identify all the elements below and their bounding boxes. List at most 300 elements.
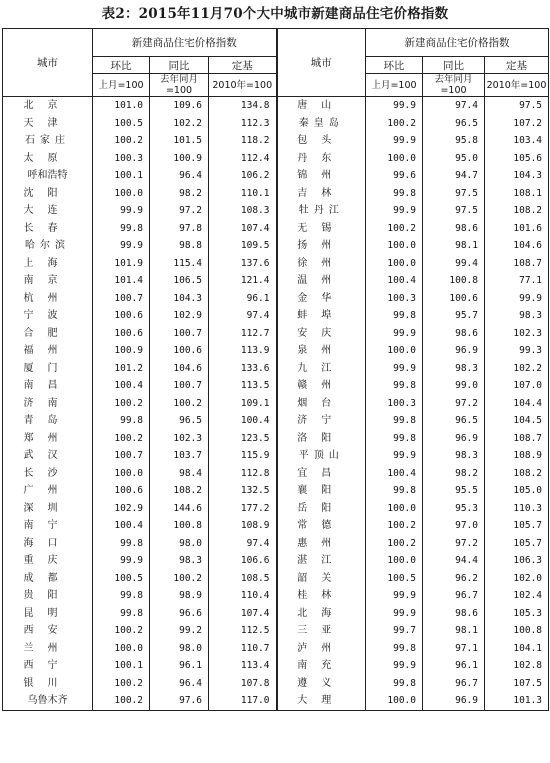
right-city-cell: 襄阳 xyxy=(277,482,366,500)
index-group-header-right: 新建商品住宅价格指数 xyxy=(366,29,549,57)
left-city-cell: 石家庄 xyxy=(3,132,93,150)
right-city-cell: 岳阳 xyxy=(277,500,366,518)
left-city-cell: 西安 xyxy=(3,622,93,640)
right-city-cell: 大理 xyxy=(277,692,366,710)
right-yoy-cell: 100.6 xyxy=(423,290,485,308)
right-mom-cell: 100.2 xyxy=(366,115,423,133)
yoy-base-left xyxy=(150,74,209,97)
right-fixed-cell: 102.8 xyxy=(485,657,549,675)
right-mom-cell: 99.7 xyxy=(366,622,423,640)
left-fixed-cell: 110.7 xyxy=(209,640,277,658)
right-yoy-cell: 97.2 xyxy=(423,535,485,553)
left-city-cell: 广州 xyxy=(3,482,93,500)
left-mom-cell: 101.2 xyxy=(93,360,150,378)
left-city-cell: 太原 xyxy=(3,150,93,168)
left-yoy-cell: 98.4 xyxy=(150,465,209,483)
left-yoy-cell: 104.6 xyxy=(150,360,209,378)
left-city-cell: 乌鲁木齐 xyxy=(3,692,93,710)
right-mom-cell: 100.0 xyxy=(366,552,423,570)
table-row xyxy=(3,307,549,325)
right-mom-cell: 99.9 xyxy=(366,360,423,378)
left-mom-cell: 100.4 xyxy=(93,377,150,395)
left-city-cell: 合肥 xyxy=(3,325,93,343)
left-fixed-cell: 115.9 xyxy=(209,447,277,465)
left-yoy-cell: 102.2 xyxy=(150,115,209,133)
left-mom-cell: 100.3 xyxy=(93,150,150,168)
right-city-cell: 遵义 xyxy=(277,675,366,693)
table-row xyxy=(3,325,549,343)
right-yoy-cell: 96.1 xyxy=(423,657,485,675)
left-fixed-cell: 121.4 xyxy=(209,272,277,290)
table-row xyxy=(3,430,549,448)
left-yoy-cell: 101.5 xyxy=(150,132,209,150)
right-fixed-cell: 97.5 xyxy=(485,97,549,115)
left-fixed-cell: 113.9 xyxy=(209,342,277,360)
left-mom-cell: 100.2 xyxy=(93,132,150,150)
right-mom-cell: 99.9 xyxy=(366,587,423,605)
right-city-cell: 牡丹江 xyxy=(277,202,366,220)
city-column-header-right: 城市 xyxy=(277,29,366,97)
left-yoy-cell: 96.1 xyxy=(150,657,209,675)
table-row xyxy=(3,657,549,675)
left-yoy-cell: 108.2 xyxy=(150,482,209,500)
right-yoy-cell: 97.0 xyxy=(423,517,485,535)
left-mom-cell: 100.7 xyxy=(93,290,150,308)
right-city-cell: 包头 xyxy=(277,132,366,150)
right-mom-cell: 99.8 xyxy=(366,675,423,693)
left-yoy-cell: 96.4 xyxy=(150,675,209,693)
right-city-cell: 金华 xyxy=(277,290,366,308)
right-city-cell: 温州 xyxy=(277,272,366,290)
left-city-cell: 长春 xyxy=(3,220,93,238)
left-city-cell: 杭州 xyxy=(3,290,93,308)
table-row xyxy=(3,570,549,588)
left-yoy-cell: 104.3 xyxy=(150,290,209,308)
right-city-cell: 北海 xyxy=(277,605,366,623)
left-fixed-cell: 112.4 xyxy=(209,150,277,168)
left-yoy-cell: 98.0 xyxy=(150,535,209,553)
left-yoy-cell: 100.8 xyxy=(150,517,209,535)
right-mom-cell: 100.4 xyxy=(366,465,423,483)
right-mom-cell: 99.8 xyxy=(366,640,423,658)
table-row xyxy=(3,115,549,133)
right-mom-cell: 99.8 xyxy=(366,185,423,203)
right-yoy-cell: 94.4 xyxy=(423,552,485,570)
fixed-header-right: 定基 xyxy=(485,57,549,74)
right-city-cell: 泉州 xyxy=(277,342,366,360)
right-mom-cell: 100.3 xyxy=(366,290,423,308)
right-yoy-cell: 97.5 xyxy=(423,185,485,203)
left-fixed-cell: 96.1 xyxy=(209,290,277,308)
left-yoy-cell: 98.0 xyxy=(150,640,209,658)
left-fixed-cell: 113.4 xyxy=(209,657,277,675)
left-mom-cell: 100.2 xyxy=(93,430,150,448)
left-fixed-cell: 108.9 xyxy=(209,517,277,535)
left-yoy-cell: 97.6 xyxy=(150,692,209,710)
left-fixed-cell: 112.5 xyxy=(209,622,277,640)
left-city-cell: 宁波 xyxy=(3,307,93,325)
left-mom-cell: 100.1 xyxy=(93,657,150,675)
left-fixed-cell: 112.7 xyxy=(209,325,277,343)
right-yoy-cell: 96.7 xyxy=(423,675,485,693)
left-mom-cell: 100.0 xyxy=(93,185,150,203)
right-fixed-cell: 102.0 xyxy=(485,570,549,588)
left-mom-cell: 99.8 xyxy=(93,535,150,553)
right-mom-cell: 99.6 xyxy=(366,167,423,185)
right-fixed-cell: 108.2 xyxy=(485,202,549,220)
table-title: 表2：2015年11月70个大中城市新建商品住宅价格指数 xyxy=(101,6,449,22)
table-row xyxy=(3,692,549,710)
left-yoy-cell: 115.4 xyxy=(150,255,209,273)
left-mom-cell: 100.5 xyxy=(93,115,150,133)
left-city-cell: 哈尔滨 xyxy=(3,237,93,255)
right-fixed-cell: 108.7 xyxy=(485,430,549,448)
right-fixed-cell: 110.3 xyxy=(485,500,549,518)
left-mom-cell: 101.9 xyxy=(93,255,150,273)
left-mom-cell: 99.9 xyxy=(93,202,150,220)
right-yoy-cell: 95.0 xyxy=(423,150,485,168)
left-yoy-cell: 144.6 xyxy=(150,500,209,518)
left-fixed-cell: 112.8 xyxy=(209,465,277,483)
left-city-cell: 成都 xyxy=(3,570,93,588)
right-fixed-cell: 103.4 xyxy=(485,132,549,150)
left-yoy-cell: 100.6 xyxy=(150,342,209,360)
left-city-cell: 深圳 xyxy=(3,500,93,518)
yoy-header-left: 同比 xyxy=(150,57,209,74)
left-mom-cell: 99.9 xyxy=(93,552,150,570)
left-city-cell: 北京 xyxy=(3,97,93,115)
right-city-cell: 扬州 xyxy=(277,237,366,255)
left-yoy-cell: 99.2 xyxy=(150,622,209,640)
right-yoy-cell: 97.4 xyxy=(423,97,485,115)
left-fixed-cell: 107.4 xyxy=(209,605,277,623)
right-yoy-cell: 97.2 xyxy=(423,395,485,413)
left-mom-cell: 99.8 xyxy=(93,220,150,238)
right-yoy-cell: 96.5 xyxy=(423,412,485,430)
mom-header-right: 环比 xyxy=(366,57,423,74)
left-fixed-cell: 113.5 xyxy=(209,377,277,395)
left-yoy-cell: 106.5 xyxy=(150,272,209,290)
right-yoy-cell: 99.4 xyxy=(423,255,485,273)
right-city-cell: 安庆 xyxy=(277,325,366,343)
right-yoy-cell: 97.1 xyxy=(423,640,485,658)
left-fixed-cell: 106.6 xyxy=(209,552,277,570)
left-mom-cell: 100.4 xyxy=(93,517,150,535)
right-mom-cell: 99.8 xyxy=(366,482,423,500)
right-yoy-cell: 98.3 xyxy=(423,360,485,378)
left-city-cell: 福州 xyxy=(3,342,93,360)
right-mom-cell: 100.0 xyxy=(366,255,423,273)
yoy-base-label: 去年同月=100 xyxy=(434,74,473,96)
left-city-cell: 天津 xyxy=(3,115,93,133)
right-fixed-cell: 107.0 xyxy=(485,377,549,395)
right-city-cell: 九江 xyxy=(277,360,366,378)
left-yoy-cell: 96.6 xyxy=(150,605,209,623)
table-row xyxy=(3,465,549,483)
left-fixed-cell: 107.8 xyxy=(209,675,277,693)
table-row xyxy=(3,605,549,623)
right-yoy-cell: 95.5 xyxy=(423,482,485,500)
table-row xyxy=(3,255,549,273)
table-row xyxy=(3,272,549,290)
table-row xyxy=(3,517,549,535)
right-yoy-cell: 95.8 xyxy=(423,132,485,150)
right-mom-cell: 100.2 xyxy=(366,535,423,553)
right-city-cell: 丹东 xyxy=(277,150,366,168)
left-city-cell: 昆明 xyxy=(3,605,93,623)
right-mom-cell: 100.2 xyxy=(366,517,423,535)
right-yoy-cell: 95.3 xyxy=(423,500,485,518)
fixed-base-label: 2010年=100 xyxy=(212,79,273,91)
left-mom-cell: 100.2 xyxy=(93,675,150,693)
city-column-header-left: 城市 xyxy=(3,29,93,97)
right-mom-cell: 99.9 xyxy=(366,132,423,150)
right-mom-cell: 100.0 xyxy=(366,237,423,255)
table-row xyxy=(3,395,549,413)
right-fixed-cell: 107.2 xyxy=(485,115,549,133)
right-fixed-cell: 108.7 xyxy=(485,255,549,273)
left-city-cell: 沈阳 xyxy=(3,185,93,203)
right-fixed-cell: 100.8 xyxy=(485,622,549,640)
right-fixed-cell: 101.6 xyxy=(485,220,549,238)
right-mom-cell: 100.3 xyxy=(366,395,423,413)
table-row xyxy=(3,290,549,308)
header-row-group xyxy=(3,29,549,57)
left-fixed-cell: 109.1 xyxy=(209,395,277,413)
left-mom-cell: 100.6 xyxy=(93,482,150,500)
left-city-cell: 大连 xyxy=(3,202,93,220)
right-city-cell: 洛阳 xyxy=(277,430,366,448)
right-fixed-cell: 108.2 xyxy=(485,465,549,483)
right-city-cell: 锦州 xyxy=(277,167,366,185)
left-city-cell: 南昌 xyxy=(3,377,93,395)
fixed-base-label: 2010年=100 xyxy=(486,79,547,91)
right-city-cell: 唐山 xyxy=(277,97,366,115)
left-yoy-cell: 96.5 xyxy=(150,412,209,430)
left-fixed-cell: 112.3 xyxy=(209,115,277,133)
left-yoy-cell: 97.8 xyxy=(150,220,209,238)
left-yoy-cell: 100.7 xyxy=(150,377,209,395)
right-city-cell: 宜昌 xyxy=(277,465,366,483)
mom-header-left: 环比 xyxy=(93,57,150,74)
right-fixed-cell: 104.3 xyxy=(485,167,549,185)
left-mom-cell: 100.0 xyxy=(93,465,150,483)
table-row xyxy=(3,535,549,553)
left-mom-cell: 99.9 xyxy=(93,237,150,255)
table-row xyxy=(3,342,549,360)
right-fixed-cell: 101.3 xyxy=(485,692,549,710)
left-mom-cell: 100.1 xyxy=(93,167,150,185)
left-yoy-cell: 98.2 xyxy=(150,185,209,203)
left-fixed-cell: 97.4 xyxy=(209,307,277,325)
left-mom-cell: 100.0 xyxy=(93,640,150,658)
right-mom-cell: 99.9 xyxy=(366,325,423,343)
yoy-base-right xyxy=(423,74,485,97)
table-row xyxy=(3,675,549,693)
left-fixed-cell: 97.4 xyxy=(209,535,277,553)
left-yoy-cell: 109.6 xyxy=(150,97,209,115)
right-fixed-cell: 105.6 xyxy=(485,150,549,168)
left-fixed-cell: 118.2 xyxy=(209,132,277,150)
right-city-cell: 济宁 xyxy=(277,412,366,430)
right-yoy-cell: 95.7 xyxy=(423,307,485,325)
left-yoy-cell: 100.2 xyxy=(150,570,209,588)
left-city-cell: 济南 xyxy=(3,395,93,413)
table-row xyxy=(3,202,549,220)
table-row xyxy=(3,482,549,500)
right-city-cell: 泸州 xyxy=(277,640,366,658)
left-city-cell: 上海 xyxy=(3,255,93,273)
left-fixed-cell: 177.2 xyxy=(209,500,277,518)
left-fixed-cell: 107.4 xyxy=(209,220,277,238)
left-city-cell: 西宁 xyxy=(3,657,93,675)
table-row xyxy=(3,622,549,640)
right-yoy-cell: 94.7 xyxy=(423,167,485,185)
right-yoy-cell: 98.1 xyxy=(423,237,485,255)
left-yoy-cell: 100.2 xyxy=(150,395,209,413)
table-row xyxy=(3,500,549,518)
right-mom-cell: 99.8 xyxy=(366,412,423,430)
table-row xyxy=(3,167,549,185)
right-yoy-cell: 96.9 xyxy=(423,692,485,710)
left-fixed-cell: 137.6 xyxy=(209,255,277,273)
right-fixed-cell: 106.3 xyxy=(485,552,549,570)
table-row xyxy=(3,360,549,378)
left-city-cell: 南宁 xyxy=(3,517,93,535)
right-fixed-cell: 104.6 xyxy=(485,237,549,255)
fixed-base-left xyxy=(209,74,277,97)
left-yoy-cell: 102.9 xyxy=(150,307,209,325)
right-city-cell: 烟台 xyxy=(277,395,366,413)
right-city-cell: 吉林 xyxy=(277,185,366,203)
right-city-cell: 平顶山 xyxy=(277,447,366,465)
table-row xyxy=(3,412,549,430)
right-city-cell: 桂林 xyxy=(277,587,366,605)
right-fixed-cell: 105.7 xyxy=(485,535,549,553)
right-mom-cell: 99.8 xyxy=(366,377,423,395)
right-yoy-cell: 96.9 xyxy=(423,430,485,448)
right-city-cell: 秦皇岛 xyxy=(277,115,366,133)
right-yoy-cell: 100.8 xyxy=(423,272,485,290)
left-mom-cell: 100.2 xyxy=(93,622,150,640)
right-city-cell: 韶关 xyxy=(277,570,366,588)
left-mom-cell: 99.8 xyxy=(93,587,150,605)
right-mom-cell: 99.9 xyxy=(366,605,423,623)
right-mom-cell: 100.4 xyxy=(366,272,423,290)
left-city-cell: 武汉 xyxy=(3,447,93,465)
table-row xyxy=(3,377,549,395)
left-city-cell: 呼和浩特 xyxy=(3,167,93,185)
left-yoy-cell: 102.3 xyxy=(150,430,209,448)
right-city-cell: 南充 xyxy=(277,657,366,675)
left-city-cell: 厦门 xyxy=(3,360,93,378)
left-yoy-cell: 100.7 xyxy=(150,325,209,343)
fixed-header-left: 定基 xyxy=(209,57,277,74)
right-fixed-cell: 107.5 xyxy=(485,675,549,693)
right-mom-cell: 100.5 xyxy=(366,570,423,588)
yoy-base-label: 去年同月=100 xyxy=(159,74,198,96)
table-row xyxy=(3,185,549,203)
right-fixed-cell: 99.3 xyxy=(485,342,549,360)
right-yoy-cell: 98.2 xyxy=(423,465,485,483)
left-mom-cell: 99.8 xyxy=(93,605,150,623)
left-yoy-cell: 98.9 xyxy=(150,587,209,605)
left-city-cell: 海口 xyxy=(3,535,93,553)
right-fixed-cell: 105.0 xyxy=(485,482,549,500)
right-mom-cell: 100.0 xyxy=(366,150,423,168)
right-mom-cell: 99.8 xyxy=(366,430,423,448)
right-fixed-cell: 98.3 xyxy=(485,307,549,325)
table-row xyxy=(3,150,549,168)
right-fixed-cell: 105.7 xyxy=(485,517,549,535)
left-city-cell: 青岛 xyxy=(3,412,93,430)
right-yoy-cell: 98.6 xyxy=(423,605,485,623)
right-fixed-cell: 77.1 xyxy=(485,272,549,290)
right-fixed-cell: 102.3 xyxy=(485,325,549,343)
right-city-cell: 三亚 xyxy=(277,622,366,640)
right-city-cell: 赣州 xyxy=(277,377,366,395)
right-city-cell: 常德 xyxy=(277,517,366,535)
left-mom-cell: 100.5 xyxy=(93,570,150,588)
right-mom-cell: 99.9 xyxy=(366,657,423,675)
right-yoy-cell: 98.6 xyxy=(423,325,485,343)
left-fixed-cell: 117.0 xyxy=(209,692,277,710)
right-fixed-cell: 108.9 xyxy=(485,447,549,465)
right-city-cell: 蚌埠 xyxy=(277,307,366,325)
right-mom-cell: 100.0 xyxy=(366,500,423,518)
table-row xyxy=(3,132,549,150)
left-fixed-cell: 100.4 xyxy=(209,412,277,430)
right-mom-cell: 99.9 xyxy=(366,202,423,220)
right-mom-cell: 100.0 xyxy=(366,342,423,360)
left-city-cell: 南京 xyxy=(3,272,93,290)
right-fixed-cell: 102.4 xyxy=(485,587,549,605)
left-fixed-cell: 108.3 xyxy=(209,202,277,220)
table-row xyxy=(3,552,549,570)
right-mom-cell: 99.9 xyxy=(366,97,423,115)
right-fixed-cell: 108.1 xyxy=(485,185,549,203)
left-fixed-cell: 133.6 xyxy=(209,360,277,378)
right-fixed-cell: 99.9 xyxy=(485,290,549,308)
right-fixed-cell: 104.4 xyxy=(485,395,549,413)
left-city-cell: 贵阳 xyxy=(3,587,93,605)
right-fixed-cell: 104.5 xyxy=(485,412,549,430)
table-row xyxy=(3,587,549,605)
left-fixed-cell: 110.4 xyxy=(209,587,277,605)
yoy-header-right: 同比 xyxy=(423,57,485,74)
right-mom-cell: 100.2 xyxy=(366,220,423,238)
right-fixed-cell: 105.3 xyxy=(485,605,549,623)
right-yoy-cell: 99.0 xyxy=(423,377,485,395)
right-city-cell: 徐州 xyxy=(277,255,366,273)
left-mom-cell: 101.4 xyxy=(93,272,150,290)
left-mom-cell: 100.2 xyxy=(93,692,150,710)
right-city-cell: 无锡 xyxy=(277,220,366,238)
left-city-cell: 兰州 xyxy=(3,640,93,658)
right-yoy-cell: 96.7 xyxy=(423,587,485,605)
left-city-cell: 郑州 xyxy=(3,430,93,448)
fixed-base-right xyxy=(485,74,549,97)
left-mom-cell: 100.9 xyxy=(93,342,150,360)
left-mom-cell: 100.7 xyxy=(93,447,150,465)
table-row xyxy=(3,237,549,255)
left-fixed-cell: 123.5 xyxy=(209,430,277,448)
mom-base-left: 上月=100 xyxy=(93,74,150,97)
table-row xyxy=(3,640,549,658)
left-fixed-cell: 108.5 xyxy=(209,570,277,588)
right-yoy-cell: 97.5 xyxy=(423,202,485,220)
left-city-cell: 长沙 xyxy=(3,465,93,483)
